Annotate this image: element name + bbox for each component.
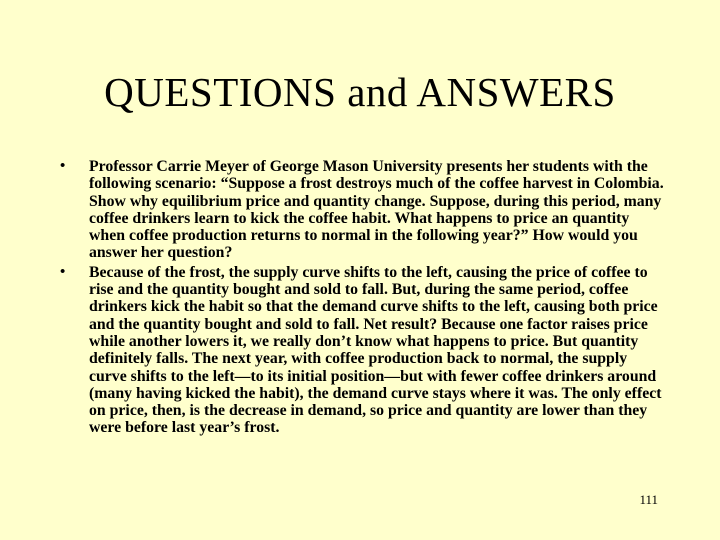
bullet-question — [60, 158, 668, 262]
page-number: 111 — [639, 492, 658, 507]
question-text: Professor Carrie Meyer of George Mason University presents her students with the following scenario: “Suppose a frost destroys much of the coffee harvest in Colombia. Show why equilibrium price and quantity change. Suppose, during this period, many coffee drinkers learn to kick the coffee habit. What happens to price an quantity when coffee production returns to normal in the following year?” How would you answer her question? — [89, 158, 664, 262]
bullet-icon: • — [60, 158, 66, 174]
bullet-list — [60, 158, 668, 439]
bullet-icon: • — [60, 263, 66, 280]
slide-title: QUESTIONS and ANSWERS — [104, 69, 616, 115]
answer-text: Because of the frost, the supply curve shifts to the left, causing the price of coffee to rise and the quantity bought and sold to fall. But, during the same period, coffee drinkers kick the habit so that the demand curve shifts to the left, causing both price and the quantity bought and sold to fall. Net result? Because one factor raises price while another lowers it, we really don’t know what happens to price. But quantity definitely falls. The next year, with coffee production back to normal, the supply curve shifts to the left—to its initial position—but with fewer coffee drinkers around (many having kicked the habit), the demand curve stays where it was. The only effect on price, then, is the decrease in demand, so price and quantity are lower than they were before last year’s frost. — [89, 263, 662, 437]
bullet-answer — [60, 264, 668, 437]
